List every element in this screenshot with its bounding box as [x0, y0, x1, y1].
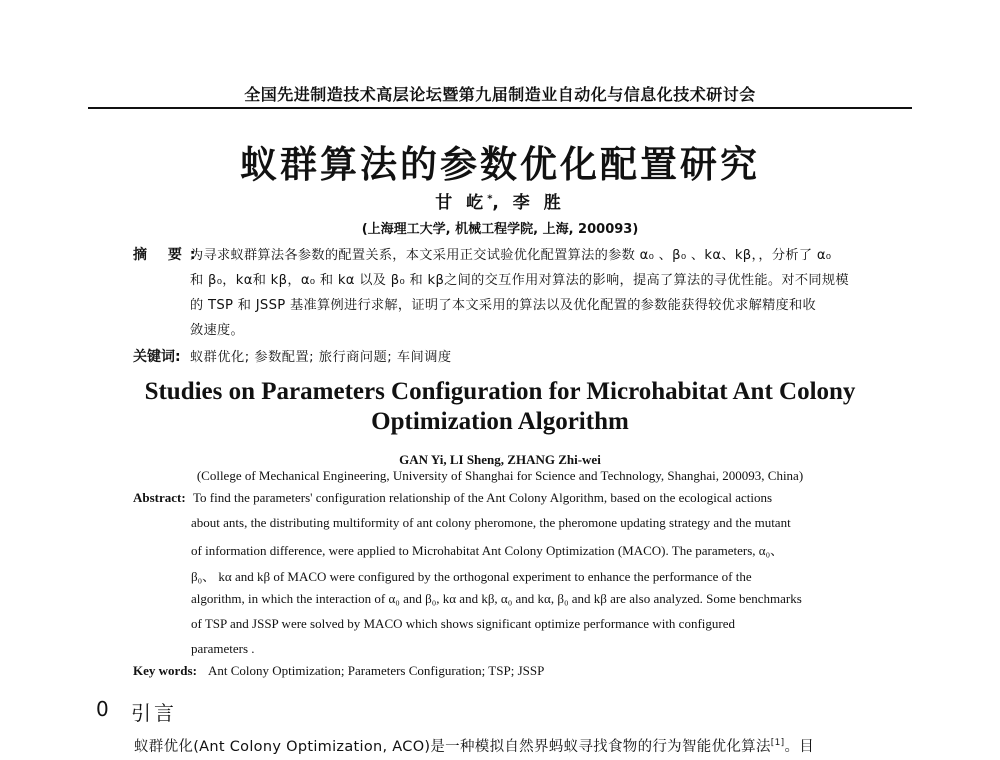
- corresponding-mark: *: [487, 193, 493, 205]
- header-rule: [88, 107, 912, 109]
- abstract-en-line: of TSP and JSSP were solved by MACO which shows significant optimize performance with configured: [191, 616, 735, 631]
- citation-ref: [1]: [770, 738, 785, 749]
- section-title: 引言: [131, 701, 177, 725]
- abstract-cn-line: 的 TSP 和 JSSP 基准算例进行求解，证明了本文采用的算法以及优化配置的参数能获得较优求解精度和收: [190, 298, 817, 313]
- affiliation-en: (College of Mechanical Engineering, University of Shanghai for Science and Technology, Shanghai, 200093, China): [196, 468, 804, 483]
- authors-cn: [0, 188, 1000, 213]
- keywords-cn-text: 蚁群优化; 参数配置; 旅行商问题; 车间调度: [190, 350, 452, 365]
- author-li-sheng: , 李 胜: [492, 193, 565, 213]
- abstract-en-line: algorithm, in which the interaction of α₀ and β₀, kα and kβ, α₀ and kα, β₀ and kβ are also analyzed. Some benchmarks: [191, 591, 802, 606]
- title-cn: 蚁群算法的参数优化配置研究: [240, 142, 760, 186]
- keywords-en-label: Key words:: [133, 663, 197, 678]
- abstract-cn-line: 敛速度。: [190, 323, 244, 338]
- abstract-en-line: parameters .: [191, 641, 255, 656]
- body-text-tail: 。目: [784, 739, 815, 755]
- abstract-cn-label: 摘 要:: [133, 247, 204, 263]
- section-number: 0: [96, 697, 109, 721]
- title-en-line: Studies on Parameters Configuration for Microhabitat Ant Colony: [144, 378, 856, 405]
- abstract-en-line: about ants, the distributing multiformity of ant colony pheromone, the pheromone updating strategy and the mutant: [191, 515, 791, 530]
- abstract-en-line: β₀、 kα and kβ of MACO were configured by the orthogonal experiment to enhance the performance of the: [191, 569, 752, 584]
- author-gan-yi: 甘 屹: [435, 193, 488, 213]
- abstract-en-label: Abstract:: [133, 490, 186, 505]
- title-en-line: Optimization Algorithm: [371, 408, 629, 435]
- abstract-cn-line: 为寻求蚁群算法各参数的配置关系，本文采用正交试验优化配置算法的参数 α₀ 、β₀ 、kα、kβ，，分析了 α₀: [190, 248, 832, 263]
- abstract-cn-line: 和 β₀，kα和 kβ，α₀ 和 kα 以及 β₀ 和 kβ之间的交互作用对算法的影响，提高了算法的寻优性能。对不同规模: [190, 273, 849, 288]
- abstract-en-line: of information difference, were applied to Microhabitat Ant Colony Optimization (MACO). The parameters, α₀、: [191, 543, 784, 558]
- body-text: 蚁群优化(Ant Colony Optimization, ACO)是一种模拟自然界蚂蚁寻找食物的行为智能优化算法: [134, 739, 771, 755]
- authors-en: GAN Yi, LI Sheng, ZHANG Zhi-wei: [399, 452, 601, 467]
- abstract-en-line: To find the parameters' configuration relationship of the Ant Colony Algorithm, based on the ecological actions: [193, 490, 773, 505]
- affiliation-cn: (上海理工大学, 机械工程学院, 上海, 200093): [361, 222, 639, 237]
- conference-header: 全国先进制造技术高层论坛暨第九届制造业自动化与信息化技术研讨会: [244, 85, 756, 104]
- keywords-en-text: Ant Colony Optimization; Parameters Configuration; TSP; JSSP: [208, 663, 545, 678]
- keywords-cn-label: 关键词:: [133, 349, 181, 365]
- body-text-line: [134, 735, 814, 756]
